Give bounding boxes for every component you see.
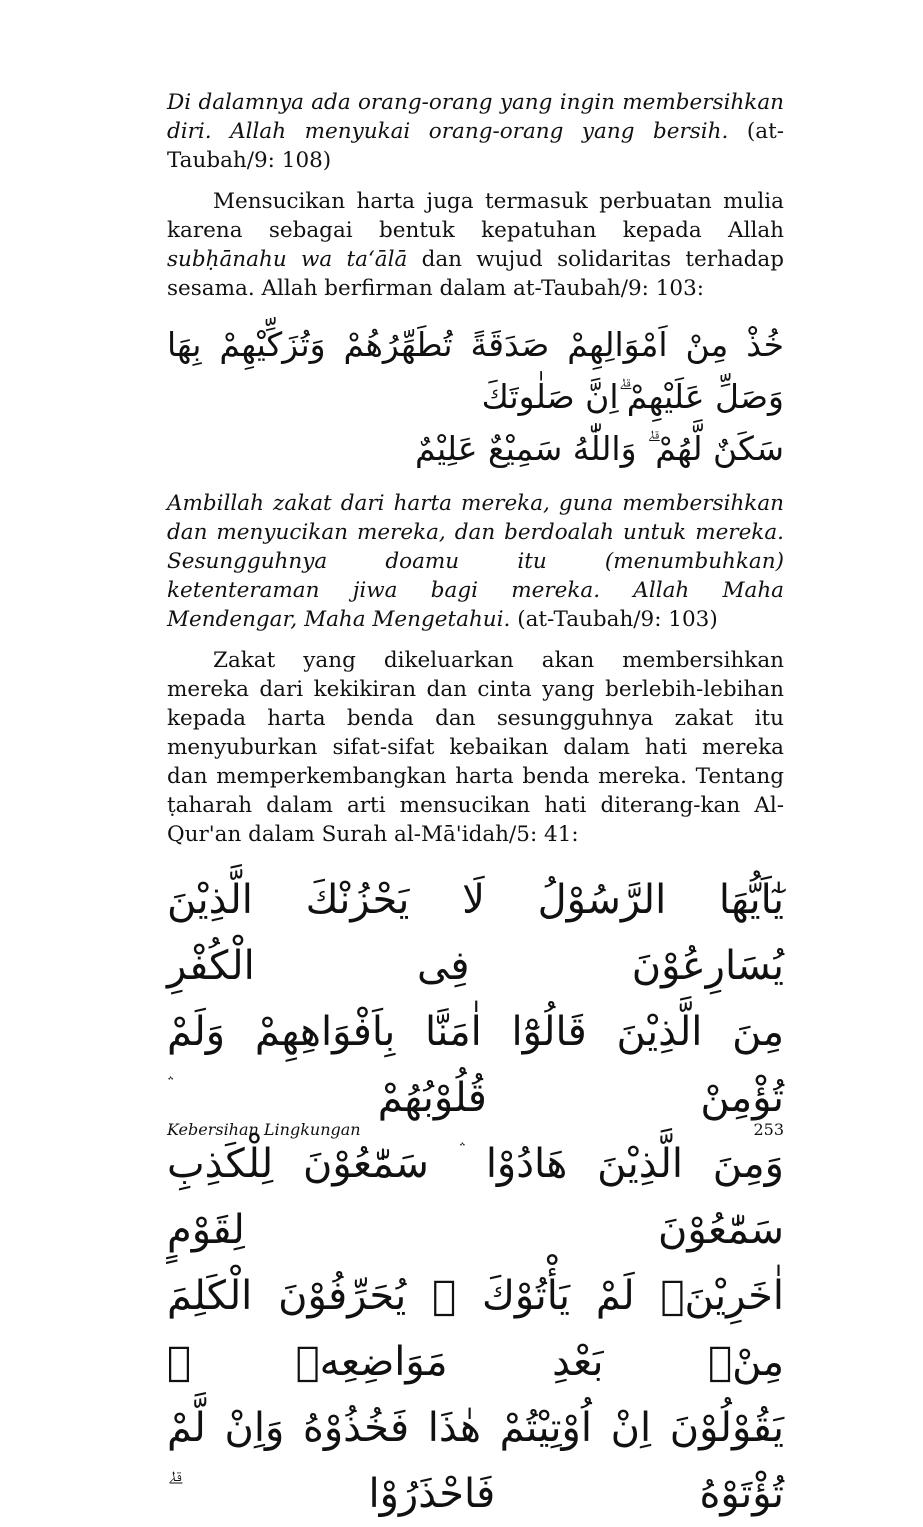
translation-text: Di dalamnya ada orang-orang yang ingin membersihkan diri. Allah menyukai orang-orang yang bersih.	[167, 90, 784, 144]
translation-text: Ambillah zakat dari harta mereka, guna membersihkan dan menyucikan mereka, dan berdoalah untuk mereka. Sesungguhnya doamu itu (menumbuhkan) ketenteraman jiwa bagi mereka. Allah Maha Mendengar, Maha Mengetahui.	[167, 491, 784, 632]
arabic-line: وَمِنَ الَّذِيْنَ هَادُوْا ۛ سَمّٰعُوْنَ لِلْكَذِبِ سَمّٰعُوْنَ لِقَوْمٍ	[167, 1141, 784, 1253]
paragraph-text: dan wujud solidaritas terhadap sesama. Allah berfirman dalam at-Taubah/9: 103:	[167, 247, 784, 301]
arabic-line: مِنَ الَّذِيْنَ قَالُوْٓا اٰمَنَّا بِاَفْوَاهِهِمْ وَلَمْ تُؤْمِنْ قُلُوْبُهُمْ ۛ	[167, 1009, 784, 1121]
paragraph-text: Mensucikan harta juga termasuk perbuatan mulia karena sebagai bentuk kepatuhan kepada Allah	[167, 189, 784, 243]
honorific-text: subḥānahu wa ta‘ālā	[167, 247, 408, 272]
arabic-line: اٰخَرِيْنَۙ لَمْ يَأْتُوْكَ ۗ يُحَرِّفُوْنَ الْكَلِمَ مِنْۢ بَعْدِ مَوَاضِعِهٖ ۚ	[167, 1273, 784, 1385]
paragraph-mensucikan-harta	[167, 187, 784, 303]
page-number: 253	[753, 1120, 784, 1139]
arabic-verse-taubah-103	[167, 319, 784, 475]
paragraph-translation-103	[167, 489, 784, 634]
arabic-line: يٰٓاَيُّهَا الرَّسُوْلُ لَا يَحْزُنْكَ الَّذِيْنَ يُسَارِعُوْنَ فِى الْكُفْرِ	[167, 877, 784, 989]
paragraph-taubah-108	[167, 88, 784, 175]
verse-reference: (at-Taubah/9: 108)	[167, 119, 784, 173]
page-body	[167, 88, 784, 1527]
arabic-verse-maidah-41	[167, 867, 784, 1527]
verse-reference: (at-Taubah/9: 103)	[517, 607, 718, 632]
arabic-line: يَقُوْلُوْنَ اِنْ اُوْتِيْتُمْ هٰذَا فَخُذُوْهُ وَاِنْ لَّمْ تُؤْتَوْهُ فَاحْذَرُوْا ۗ	[167, 1405, 784, 1517]
arabic-line: سَكَنٌ لَّهُمْ ۗ وَاللّٰهُ سَمِيْعٌ عَلِيْمٌ	[415, 429, 784, 468]
arabic-line: خُذْ مِنْ اَمْوَالِهِمْ صَدَقَةً تُطَهِّرُهُمْ وَتُزَكِّيْهِمْ بِهَا وَصَلِّ عَلَيْهِمْ ۗاِنَّ صَلٰوتَكَ	[167, 325, 784, 416]
paragraph-zakat	[167, 646, 784, 849]
paragraph-text: Zakat yang dikeluarkan akan membersihkan mereka dari kekikiran dan cinta yang berlebih-lebihan kepada harta benda dan sesungguhnya zakat itu menyuburkan sifat-sifat kebaikan dalam hati mereka dan memperkembangkan harta benda mereka. Tentang ṭaharah dalam arti mensucikan hati diterang-kan Al-Qur'an dalam Surah al-Mā'idah/5: 41:	[167, 648, 784, 847]
running-title: Kebersihan Lingkungan	[167, 1120, 361, 1139]
